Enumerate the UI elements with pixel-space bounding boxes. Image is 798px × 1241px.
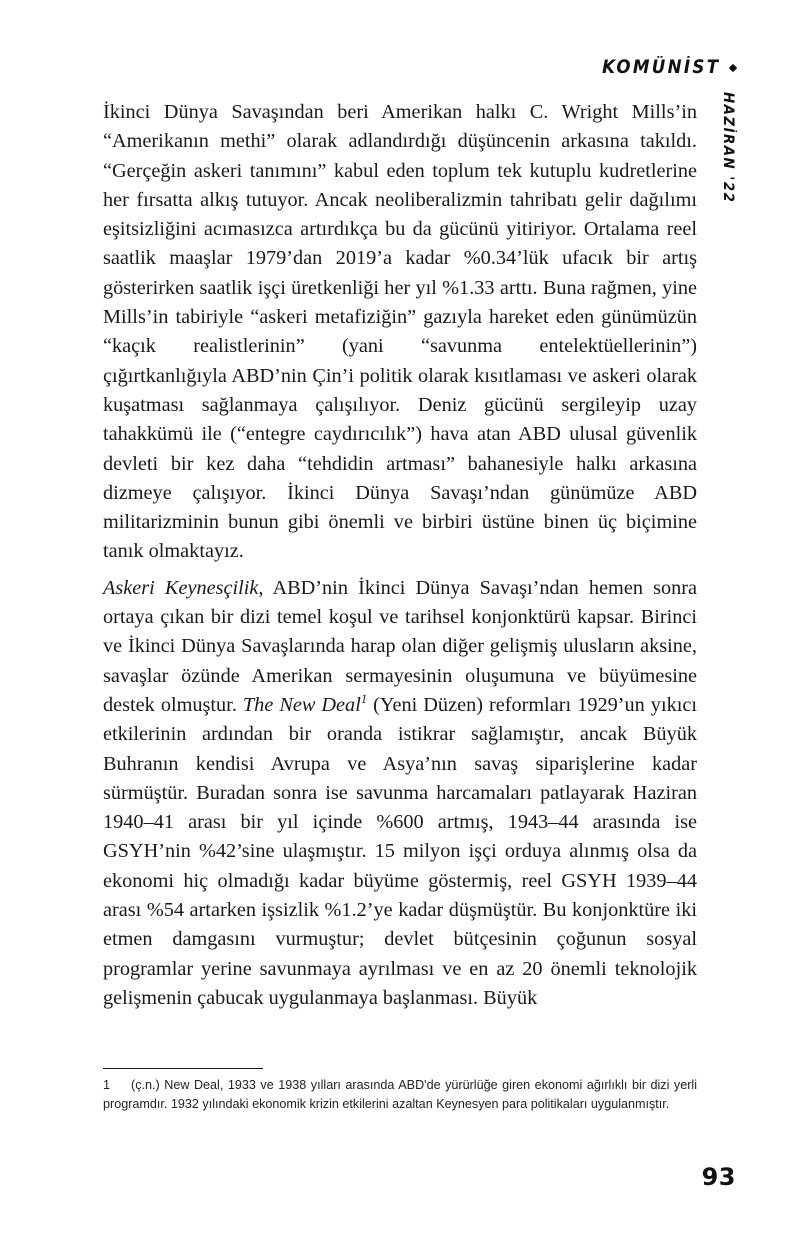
running-head [589, 57, 736, 78]
footnote-entry [103, 1076, 697, 1115]
footnote-separator-rule [103, 1068, 263, 1069]
footnote-number: 1 [103, 1078, 111, 1092]
italic-work-title: The New Deal [242, 693, 361, 716]
lead-italic-term: Askeri Keynesçilik [103, 576, 259, 599]
masthead-title: KOMÜNİST [601, 57, 720, 78]
diamond-bullet-icon [729, 63, 737, 71]
paragraph-2 [103, 574, 697, 1013]
body-text-column [103, 98, 697, 1013]
paragraph-1: İkinci Dünya Savaşından beri Amerikan halkı C. Wright Mills’in “Amerikanın methi” olarak adlandırdığı düşüncenin arkasına takıldı. “Gerçeğin askeri tanımını” kabul eden toplum tek kutuplu kudretlerine her fırsatta alkış tutuyor. Ancak neoliberalizmin tahribatı gelir dağılımı eşitsizliğini acımasızca artırdıkça bu da gücünü yitiriyor. Ortalama reel saatlik maaşlar 1979’dan 2019’a kadar %0.34’lük ufacık bir artış gösterirken saatlik işçi üretkenliği her yıl %1.33 arttı. Buna rağmen, yine Mills’in tabiriyle “askeri metafiziğin” gazıyla hareket eden günümüzün “kaçık realistlerinin” (yani “savunma entelektüellerinin”) çığırtkanlığıyla ABD’nin Çin’i politik olarak kısıtlaması ve askeri olarak kuşatması sağlanmaya çalışılıyor. Deniz gücünü sergileyip uzay tahakkümü ile (“entegre caydırıcılık”) hava atan ABD ulusal güvenlik devleti bir kez daha “tehdidin artması” bahanesiyle halkı arkasına dizmeye çalışıyor. İkinci Dünya Savaşı’ndan günümüze ABD militarizminin bunun gibi önemli ve birbiri üstüne binen üç biçimine tanık olmaktayız. [103, 101, 697, 563]
paragraph-2-part-2: (Yeni Düzen) reformları 1929’un yıkıcı etkilerinin ardından bir oranda istikrar sağlamıştır, ancak Büyük Buhranın kendisi Avrupa ve Asya’nın savaş siparişlerine kadar sürmüştür. Buradan sonra ise savunma harcamaları patlayarak Haziran 1940–41 arası bir yıl içinde %600 artmış, 1943–44 arasında ise GSYH’nin %42’sine ulaşmıştır. 15 milyon işçi orduya alınmış olsa da ekonomi hiç olmadığı kadar büyüme göstermiş, reel GSYH 1939–44 arası %54 artarken işsizlik %1.2’ye kadar düşmüştür. Bu konjonktüre iki etmen damgasını vurmuştur; devlet bütçesinin çoğunun sosyal programlar yerine savunmaya ayrılması ve en az 20 önemli teknolojik gelişmenin çabucak uygulanmaya başlanması. Büyük [103, 693, 697, 1009]
footnote-block [103, 1068, 697, 1115]
footnote-body-text: (ç.n.) New Deal, 1933 ve 1938 yılları arasında ABD'de yürürlüğe giren ekonomi ağırlıklı bir dizi yerli programdır. 1932 yılındaki ekonomik krizin etkilerini azaltan Keynesyen para politikaları uygulanmıştır. [103, 1078, 697, 1112]
footnote-reference-marker[interactable]: 1 [360, 692, 368, 707]
page-number: 93 [701, 1163, 736, 1191]
issue-date-vertical: HAZİRAN '22 [720, 92, 736, 204]
paragraph-2-part-1: , ABD’nin İkinci Dünya Savaşı’ndan hemen sonra ortaya çıkan bir dizi temel koşul ve tarihsel konjonktürü kapsar. Birinci ve İkinci Dünya Savaşlarında harap olan diğer gelişmiş ulusların aksine, savaşlar özünde Amerikan sermayesinin oluşumuna ve büyümesine destek olmuştur. [103, 576, 698, 716]
